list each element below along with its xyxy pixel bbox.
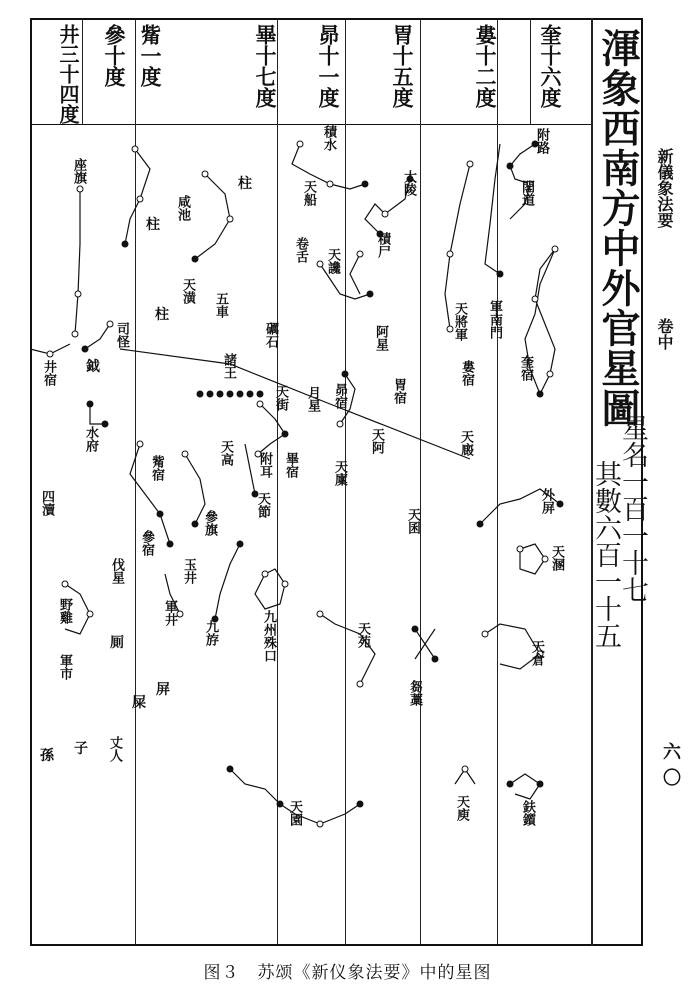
page-title: 渾象西南方中外官星圖: [595, 28, 641, 428]
star-label: 月星: [305, 386, 320, 412]
star-label: 天苑: [355, 622, 370, 648]
lodge-header: 參十度: [102, 24, 127, 87]
volume-label: 卷中: [655, 318, 674, 350]
star-label: 孫: [40, 748, 54, 764]
star-label: 卷舌: [293, 237, 308, 263]
star-label: 天倉: [529, 640, 544, 666]
star-label: 屏: [156, 682, 170, 698]
star-label: 厠: [110, 635, 124, 651]
star-label: 積尸: [375, 232, 390, 258]
star-label: 天溷: [549, 545, 564, 571]
star-label: 座旗: [71, 158, 86, 184]
star-label: 天節: [255, 492, 270, 518]
star-label: 四瀆: [39, 490, 54, 516]
star-label: 天讒: [325, 248, 340, 274]
lodge-header: 昴十一度: [316, 24, 341, 108]
star-label: 伐星: [109, 558, 124, 584]
star-label: 九州殊口: [261, 610, 276, 662]
star-label: 丈人: [107, 736, 122, 762]
star-label: 天廩: [332, 460, 347, 486]
star-label: 奎宿: [518, 355, 533, 381]
star-label: 芻藁: [407, 680, 422, 706]
star-label: 軍南門: [487, 300, 502, 339]
star-label: 天將軍: [452, 302, 467, 341]
star-label: 子: [74, 741, 88, 757]
star-label: 附耳: [257, 452, 272, 478]
star-label: 諸王: [221, 353, 236, 379]
star-label: 野雞: [57, 598, 72, 624]
star-label: 大陵: [401, 170, 416, 196]
star-label: 畢宿: [283, 452, 298, 478]
lodge-header: 奎十六度: [538, 24, 563, 108]
page-number: 六〇: [663, 742, 681, 789]
lodge-header: 井三十四度: [56, 24, 80, 124]
star-label: 附路: [534, 128, 549, 154]
star-chart: [30, 124, 591, 944]
star-label: 積水: [321, 125, 336, 151]
star-label: 婁宿: [459, 360, 474, 386]
star-label: 水府: [83, 426, 98, 452]
star-label: 鉞: [86, 359, 100, 375]
star-label: 閣道: [519, 180, 534, 206]
lodge-header: 婁十二度: [473, 24, 498, 108]
star-label: 咸池: [175, 195, 190, 221]
lodge-header: 觜一度: [138, 24, 163, 87]
star-label: 屎: [132, 695, 146, 711]
star-label: 昴宿: [332, 383, 347, 409]
star-label: 五車: [213, 292, 228, 318]
star-label: 參旗: [202, 510, 217, 536]
star-label: 井宿: [41, 360, 56, 386]
star-label: 鈇鑕: [520, 800, 535, 826]
star-label: 觜宿: [149, 455, 164, 481]
star-label: 參宿: [139, 530, 154, 556]
star-label: 天阿: [369, 428, 384, 454]
subtitle-count: 其數六百一十五: [590, 460, 621, 649]
star-label: 司怪: [114, 322, 129, 348]
star-label: 柱: [238, 176, 252, 192]
lodge-header: 畢十七度: [253, 24, 278, 108]
star-label: 天高: [218, 440, 233, 466]
star-label: 軍市: [57, 654, 72, 680]
star-label: 礪石: [263, 322, 278, 348]
star-label: 九斿: [203, 620, 218, 646]
star-label: 天廄: [458, 430, 473, 456]
lodge-boundary-line: [530, 20, 531, 124]
lodge-header: 胃十五度: [390, 24, 415, 108]
star-label: 天船: [301, 180, 316, 206]
book-title: 新儀象法要: [655, 148, 674, 228]
star-label: 天潢: [180, 278, 195, 304]
star-label: 天街: [273, 385, 288, 411]
star-label: 玉井: [181, 558, 196, 584]
star-label: 胃宿: [391, 378, 406, 404]
figure-caption: 图３ 苏颂《新仪象法要》中的星图: [203, 963, 492, 983]
star-label: 阿星: [373, 325, 388, 351]
star-label: 柱: [146, 217, 160, 233]
star-label: 天庾: [454, 795, 469, 821]
star-label: 軍井: [162, 600, 177, 626]
subtitle-names: 星名一百一十七: [617, 414, 648, 603]
star-label: 外屏: [539, 488, 554, 514]
star-label: 天園: [287, 800, 302, 826]
lodge-boundary-line: [82, 20, 83, 124]
star-label: 天囷: [405, 508, 420, 534]
star-label: 柱: [155, 307, 169, 323]
